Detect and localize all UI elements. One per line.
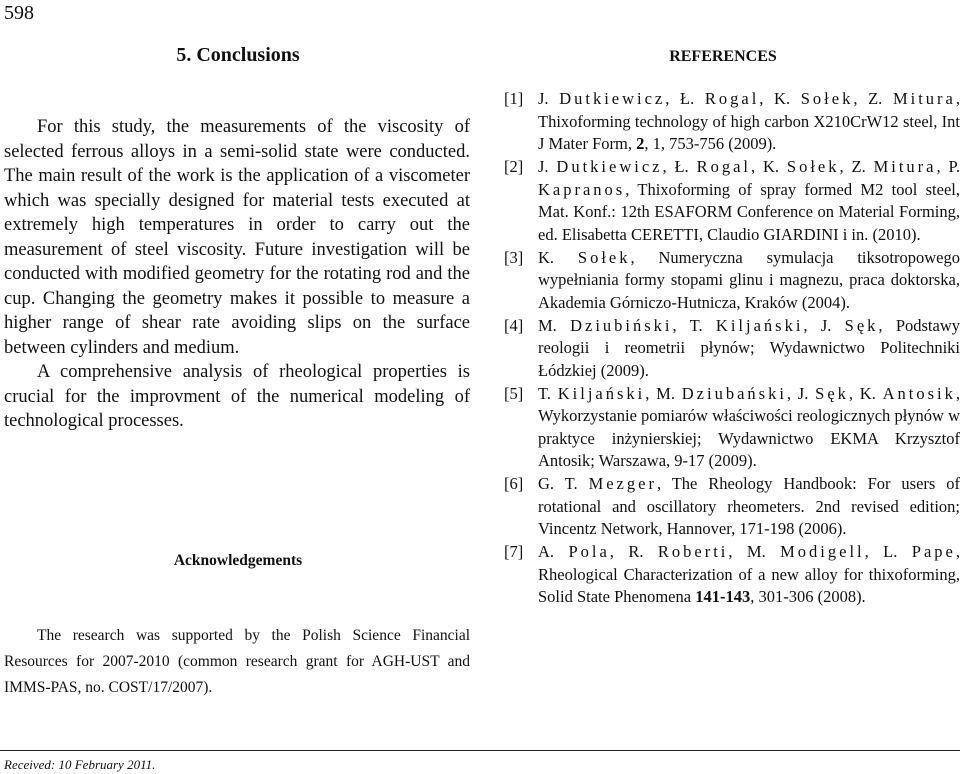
reference-text: , Numeryczna symulacja tiksotropowego wypełniania formy stopami glinu i magnezu, praca doktorska, Akademia Górniczo-Hutnicza, Kraków (2004).	[538, 247, 960, 312]
reference-text: , Wykorzystanie pomiarów właściwości reologicznych płynów w praktyce inżynierskiej; Wydawnictwo EKMA Krzysztof Antosik; Warszawa, 9-17 (2009).	[538, 383, 960, 470]
acknowledgements-text: The research was supported by the Polish Science Financial Resources for 2007-2010 (common research grant for AGH-UST and IMMS-PAS, no. COST/17/2007).	[4, 627, 470, 696]
reference-number: [1]	[504, 89, 524, 108]
reference-number: [7]	[504, 542, 524, 561]
references-list	[504, 88, 960, 609]
reference-text: , Thixoforming of spray formed M2 tool steel, Mat. Konf.: 12th ESAFORM Conference on Material Forming, ed. Elisabetta CERETTI, Claudio GIARDINI i in. (2010).	[538, 179, 960, 244]
conclusions-paragraph-2: A comprehensive analysis of rheological properties is crucial for the improvment of the numerical modeling of technological processes.	[4, 362, 470, 431]
reference-text: , P.	[936, 157, 960, 176]
reference-author: Rogal	[704, 89, 760, 108]
reference-author: Mezger	[588, 474, 657, 493]
reference-text: , 301-306 (2008).	[750, 587, 866, 606]
reference-item	[504, 88, 960, 156]
reference-number: [6]	[504, 474, 524, 493]
reference-text: , L.	[864, 542, 912, 561]
section-title: 5. Conclusions	[176, 44, 300, 66]
reference-text: , K.	[848, 383, 883, 403]
reference-text: , T.	[672, 315, 716, 335]
reference-text: , J.	[786, 383, 816, 403]
page-number: 598	[4, 2, 34, 24]
reference-author: Dutkiewicz	[556, 157, 663, 176]
reference-number: [3]	[504, 247, 524, 267]
reference-text: A.	[538, 542, 569, 561]
reference-author: Modigell	[780, 542, 865, 561]
reference-text: , Thixoforming technology of high carbon X210CrW12 steel, Int J Mater Form,	[538, 89, 960, 153]
reference-text: , Rheological Characterization of a new alloy for thixoforming, Solid State Phenomena	[538, 542, 960, 606]
reference-text: J.	[538, 157, 557, 176]
footer-rule	[0, 750, 960, 751]
conclusions-body	[4, 115, 470, 434]
reference-author: Kiljański	[715, 315, 804, 335]
reference-author: Mitura	[873, 157, 937, 176]
reference-text: , Ł.	[662, 157, 697, 176]
reference-author: Pola	[568, 542, 610, 561]
reference-author: Dziubiński	[570, 315, 673, 335]
reference-text: , K.	[759, 89, 801, 108]
references-title: REFERENCES	[669, 48, 777, 65]
reference-author: Mitura	[892, 89, 956, 108]
conclusions-paragraph-1: For this study, the measurements of the viscosity of selected ferrous alloys in a semi-solid state were conducted. The main result of the work is the application of a viscometer which was specially designed for material tests executed at extremely high temperatures in order to carry out the measurement of steel viscosity. Future investigation will be conducted with modified geometry for the rotating rod and the cup. Changing the geometry makes it possible to measure a higher range of shear rate avoiding slips on the surface between cylinders and medium.	[4, 117, 470, 358]
reference-text: G. T.	[538, 474, 589, 493]
reference-author: Sołek	[577, 247, 631, 267]
reference-author: Pape	[911, 542, 956, 561]
reference-text: , Z.	[853, 89, 893, 108]
reference-author: Dziubański	[681, 383, 787, 403]
reference-author: Dutkiewicz	[559, 89, 666, 108]
reference-author: Rogal	[696, 157, 751, 176]
reference-item	[504, 541, 960, 609]
reference-text: , K.	[750, 157, 787, 176]
reference-text: 2	[636, 134, 645, 153]
reference-author: Sołek	[800, 89, 854, 108]
reference-number: [4]	[504, 315, 524, 335]
reference-author: Sołek	[786, 157, 840, 176]
received-date: Received: 10 February 2011.	[4, 757, 156, 772]
reference-item	[504, 473, 960, 541]
reference-author: Antosik	[882, 383, 956, 403]
reference-text: , M.	[728, 542, 781, 561]
reference-text: T.	[538, 383, 558, 403]
reference-text: , J.	[803, 315, 845, 335]
reference-text: 141-143	[695, 587, 751, 606]
reference-item	[504, 315, 960, 383]
reference-author: Kapranos	[538, 179, 626, 199]
reference-item	[504, 247, 960, 315]
reference-number: [2]	[504, 157, 524, 176]
reference-text: M.	[538, 315, 571, 335]
reference-text: , Ł.	[665, 89, 705, 108]
reference-text: , 1, 753-756 (2009).	[644, 134, 777, 153]
acknowledgements-title: Acknowledgements	[173, 552, 303, 569]
reference-text: , M.	[645, 383, 682, 403]
reference-text: , Podstawy reologii i reometrii płynów; Wydawnictwo Politechniki Łódzkiej (2009).	[538, 315, 960, 380]
reference-text: K.	[538, 247, 578, 267]
reference-text: , The Rheology Handbook: For users of rotational and oscillatory rheometers. 2nd revised edition; Vincentz Network, Hannover, 171-198 (2006).	[538, 474, 960, 538]
reference-item	[504, 383, 960, 473]
reference-author: Kiljański	[557, 383, 646, 403]
reference-author: Sęk	[815, 383, 849, 403]
reference-item	[504, 156, 960, 246]
reference-text: , Z.	[839, 157, 874, 176]
reference-text: J.	[538, 89, 560, 108]
reference-text: , R.	[609, 542, 658, 561]
reference-number: [5]	[504, 383, 524, 403]
reference-author: Roberti	[657, 542, 729, 561]
reference-author: Sęk	[844, 315, 879, 335]
